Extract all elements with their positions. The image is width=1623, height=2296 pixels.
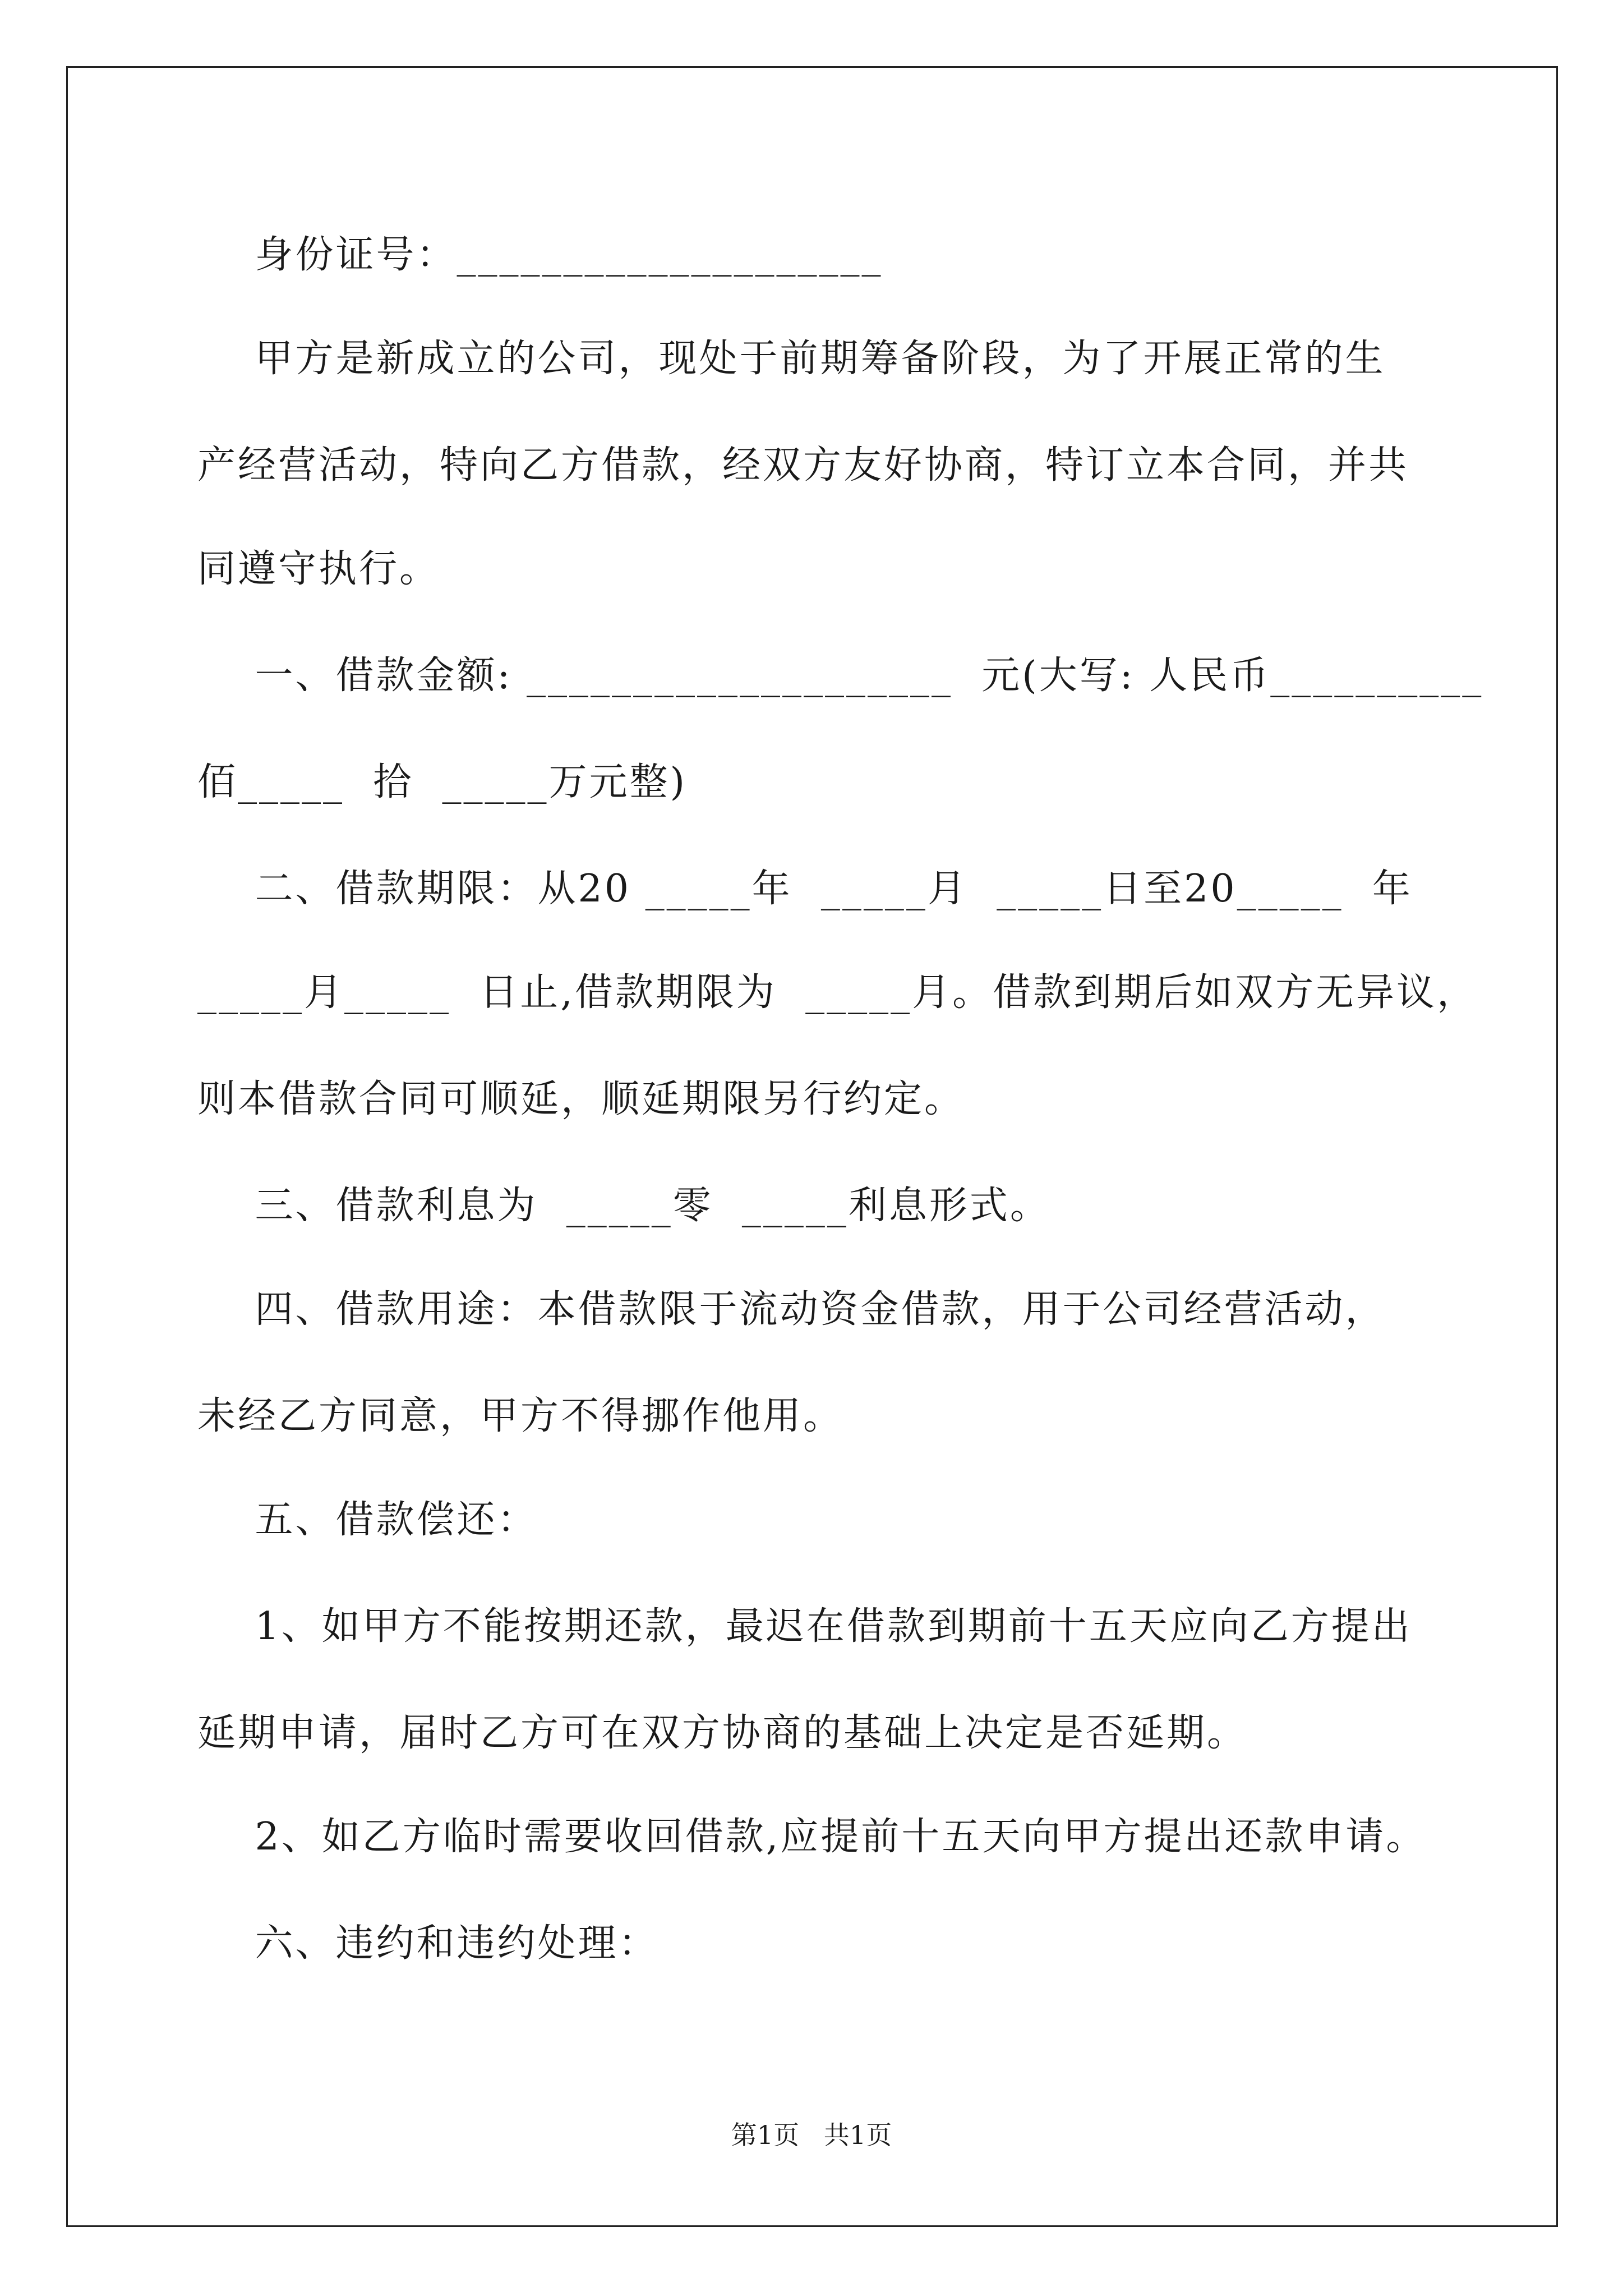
clause-5-repayment: 五、借款偿还： [197,1498,538,1542]
clause-2-term-cont: _____月_____ 日止,借款期限为 _____月。借款到期后如双方无异议， [197,970,1478,1015]
clause-2-term-cont: 则本借款合同可顺延，顺延期限另行约定。 [197,1077,965,1121]
page-number-footer: 第1页 共1页 [731,2120,892,2150]
paragraph-line: 甲方是新成立的公司，现处于前期筹备阶段，为了开展正常的生 [197,337,1386,381]
clause-6-breach: 六、违约和违约处理： [197,1921,659,1966]
clause-3-interest: 三、借款利息为 _____零 _____利息形式。 [197,1184,1050,1228]
clause-1-amount-cont: 佰_____ 拾 _____万元整) [197,760,687,804]
paragraph-line: 同遵守执行。 [197,547,440,591]
clause-4-purpose: 四、借款用途：本借款限于流动资金借款，用于公司经营活动， [197,1287,1386,1332]
clause-1-amount: 一、借款金额: ____________________ 元(大写: 人民币__________ [197,654,1484,698]
clause-2-term: 二、借款期限：从20 _____年 _____月 _____日至20_____ 年 [197,867,1413,911]
clause-5-item-1-cont: 延期申请，届时乙方可在双方协商的基础上决定是否延期。 [197,1711,1248,1755]
clause-5-item-2: 2、如乙方临时需要收回借款,应提前十五天向甲方提出还款申请。 [197,1815,1427,1859]
clause-4-purpose-cont: 未经乙方同意，甲方不得挪作他用。 [197,1394,844,1438]
clause-5-item-1: 1、如甲方不能按期还款，最迟在借款到期前十五天应向乙方提出 [197,1604,1412,1649]
paragraph-line: 产经营活动，特向乙方借款，经双方友好协商，特订立本合同，并共 [197,443,1409,487]
id-number-line: 身份证号：____________________ [197,233,883,277]
page-border [66,66,1558,2227]
